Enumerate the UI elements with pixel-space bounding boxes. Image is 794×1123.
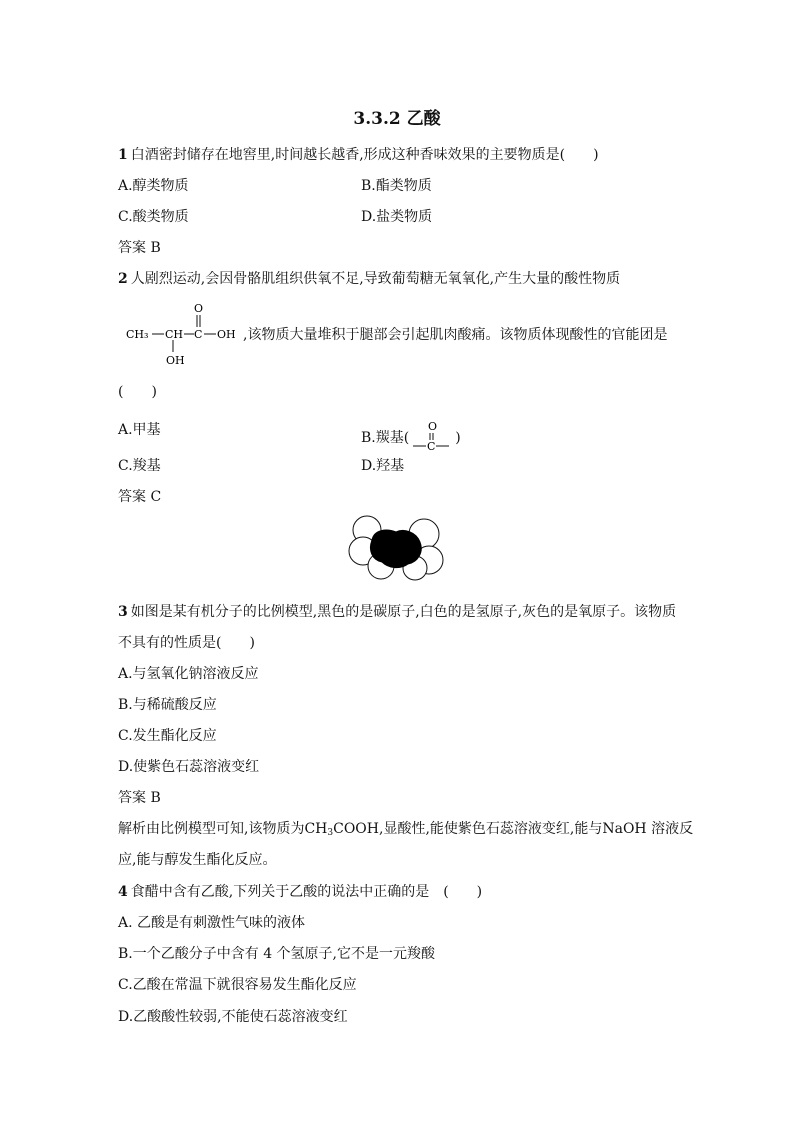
option-b: B.酯类物质 (361, 178, 432, 194)
option-c: C.发生酯化反应 (118, 728, 217, 744)
question-3-stem-line1 (118, 602, 676, 622)
formula-ch3: CH₃ (126, 328, 149, 341)
formula-part: CH (304, 821, 328, 837)
question-3-stem-line2: 不具有的性质是( ) (118, 635, 255, 651)
question-1-answer: 答案 B (118, 240, 161, 256)
option-d: D.乙酸酸性较弱,不能使石蕊溶液变红 (118, 1009, 348, 1025)
question-4-stem (118, 882, 482, 902)
formula-o: O (194, 302, 204, 315)
question-3-answer: 答案 B (118, 790, 161, 806)
formula-c: C (194, 328, 203, 341)
question-number: 4 (118, 884, 128, 900)
option-b: B.与稀硫酸反应 (118, 697, 217, 713)
carbonyl-c: C (427, 440, 436, 453)
option-a: A.醇类物质 (118, 178, 189, 194)
option-b-label: B.羰基( (361, 430, 410, 446)
question-text: 如图是某有机分子的比例模型,黑色的是碳原子,白色的是氢原子,灰色的是氧原子。该物质 (130, 604, 677, 620)
option-a: A. 乙酸是有刺激性气味的液体 (118, 915, 306, 931)
page-title: 3.3.2 乙酸 (353, 109, 441, 129)
question-text: 食醋中含有乙酸,下列关于乙酸的说法中正确的是 ( ) (130, 884, 483, 900)
option-c: C.酸类物质 (118, 209, 189, 225)
question-2-answer: 答案 C (118, 489, 162, 505)
question-2-stem-cont: ,该物质大量堆积于腿部会引起肌肉酸痛。该物质体现酸性的官能团是 (243, 327, 668, 343)
option-c: C.羧基 (118, 458, 161, 474)
question-number: 2 (118, 271, 128, 287)
option-a: A.与氢氧化钠溶液反应 (118, 666, 259, 682)
option-d: D.羟基 (361, 458, 405, 474)
question-1-options-row1 (118, 176, 432, 196)
formula-part: COOH (333, 821, 379, 837)
option-b-close: ) (455, 430, 461, 446)
question-1-options-row2 (118, 207, 433, 227)
option-d: D.使紫色石蕊溶液变红 (118, 759, 260, 775)
question-text: 白酒密封储存在地窖里,时间越长越香,形成这种香味效果的主要物质是( ) (130, 147, 599, 163)
option-a: A.甲基 (118, 422, 161, 438)
carbonyl-o: O (428, 420, 438, 433)
option-c: C.乙酸在常温下就很容易发生酯化反应 (118, 977, 357, 993)
formula-oh-lower: OH (166, 354, 185, 367)
question-3-analysis-line2: 应,能与醇发生酯化反应。 (118, 852, 277, 868)
lactic-acid-structural-formula (124, 300, 244, 370)
question-2-stem (118, 269, 620, 289)
chemical-formula (304, 821, 379, 837)
formula-ch: CH (165, 328, 184, 341)
question-number: 1 (118, 147, 128, 163)
formula-subscript: 3 (327, 828, 334, 838)
question-text: 人剧烈运动,会因骨骼肌组织供氧不足,导致葡萄糖无氧氧化,产生大量的酸性物质 (130, 271, 621, 287)
question-2-options-row2 (118, 456, 405, 476)
question-2-options-row1 (118, 420, 461, 453)
acetic-acid-space-filling-model (346, 514, 446, 582)
question-1-stem (118, 145, 599, 165)
question-number: 3 (118, 604, 128, 620)
analysis-text: ,显酸性,能使紫色石蕊溶液变红,能与NaOH 溶液反 (379, 821, 694, 837)
formula-oh: OH (217, 328, 236, 341)
carbonyl-group-formula (409, 420, 455, 454)
analysis-text: 解析由比例模型可知,该物质为 (118, 821, 305, 837)
question-2-answer-paren: ( ) (118, 384, 157, 400)
option-b (361, 420, 461, 454)
option-b: B.一个乙酸分子中含有 4 个氢原子,它不是一元羧酸 (118, 946, 435, 962)
question-3-analysis-line1 (118, 819, 693, 843)
option-d: D.盐类物质 (361, 209, 433, 225)
